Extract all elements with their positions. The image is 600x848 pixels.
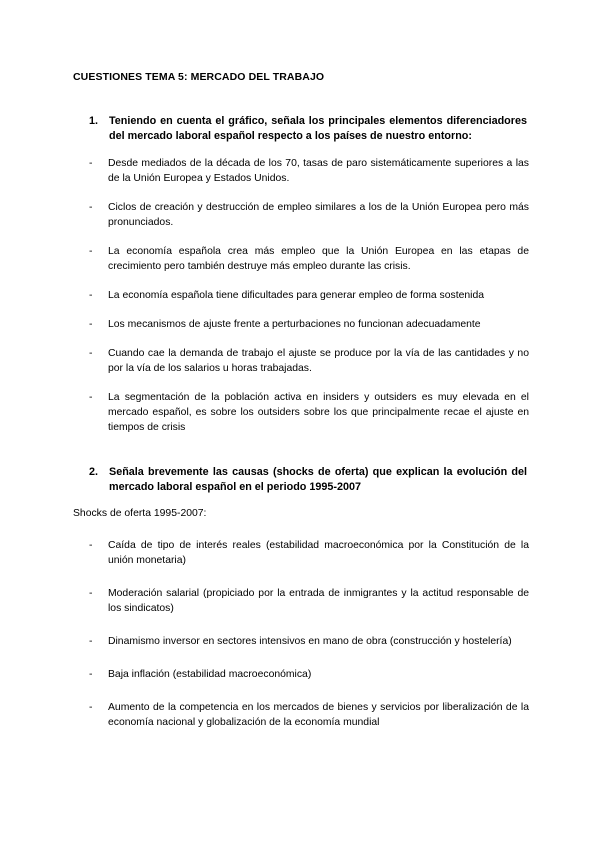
list-item-text: Cuando cae la demanda de trabajo el ajuste se produce por la vía de las cantidades y no por la vía de los salarios u horas trabajadas.	[108, 348, 529, 374]
bullet-dash: -	[89, 636, 93, 647]
question-2-answer-list	[89, 538, 529, 748]
question-2-text: Señala brevemente las causas (shocks de oferta) que explican la evolución del mercado laboral español en el periodo 1995-2007	[109, 466, 527, 493]
question-2-heading	[89, 465, 527, 495]
list-item	[89, 667, 529, 682]
list-item	[89, 390, 529, 435]
bullet-dash: -	[89, 702, 93, 713]
list-item-text: Los mecanismos de ajuste frente a perturbaciones no funcionan adecuadamente	[108, 319, 481, 330]
bullet-dash: -	[89, 540, 93, 551]
bullet-dash: -	[89, 392, 93, 403]
document-title: CUESTIONES TEMA 5: MERCADO DEL TRABAJO	[73, 71, 325, 83]
list-item	[89, 634, 529, 649]
bullet-dash: -	[89, 669, 93, 680]
list-item-text: Moderación salarial (propiciado por la entrada de inmigrantes y la actitud responsable de los sindicatos)	[108, 588, 529, 614]
list-item	[89, 200, 529, 230]
list-item	[89, 346, 529, 376]
bullet-dash: -	[89, 246, 93, 257]
bullet-dash: -	[89, 348, 93, 359]
shocks-subheading: Shocks de oferta 1995-2007:	[73, 508, 207, 519]
bullet-dash: -	[89, 158, 93, 169]
list-item	[89, 538, 529, 568]
question-1-answer-list	[89, 156, 529, 449]
list-item	[89, 244, 529, 274]
list-item-text: Dinamismo inversor en sectores intensivos en mano de obra (construcción y hostelería)	[108, 636, 512, 647]
list-item-text: Desde mediados de la década de los 70, tasas de paro sistemáticamente superiores a las de la Unión Europea y Estados Unidos.	[108, 158, 529, 184]
question-1-heading	[89, 114, 527, 144]
list-item	[89, 700, 529, 730]
question-2-number: 2.	[89, 466, 99, 478]
list-item	[89, 288, 529, 303]
list-item-text: Baja inflación (estabilidad macroeconómica)	[108, 669, 312, 680]
question-1-number: 1.	[89, 115, 99, 127]
list-item	[89, 317, 529, 332]
list-item-text: Caída de tipo de interés reales (estabilidad macroeconómica por la Constitución de la unión monetaria)	[108, 540, 529, 566]
list-item-text: La segmentación de la población activa en insiders y outsiders es muy elevada en el mercado español, es sobre los outsiders sobre los que principalmente recae el ajuste en tiempos de crisis	[108, 392, 529, 433]
list-item-text: La economía española tiene dificultades para generar empleo de forma sostenida	[108, 290, 485, 301]
list-item	[89, 586, 529, 616]
list-item	[89, 156, 529, 186]
bullet-dash: -	[89, 319, 93, 330]
bullet-dash: -	[89, 202, 93, 213]
bullet-dash: -	[89, 588, 93, 599]
question-1-text: Teniendo en cuenta el gráfico, señala los principales elementos diferenciadores del mercado laboral español respecto a los países de nuestro entorno:	[109, 115, 527, 142]
list-item-text: La economía española crea más empleo que la Unión Europea en las etapas de crecimiento pero también destruye más empleo durante las crisis.	[108, 246, 529, 272]
list-item-text: Aumento de la competencia en los mercados de bienes y servicios por liberalización de la economía nacional y globalización de la economía mundial	[108, 702, 529, 728]
bullet-dash: -	[89, 290, 93, 301]
list-item-text: Ciclos de creación y destrucción de empleo similares a los de la Unión Europea pero más pronunciados.	[108, 202, 529, 228]
